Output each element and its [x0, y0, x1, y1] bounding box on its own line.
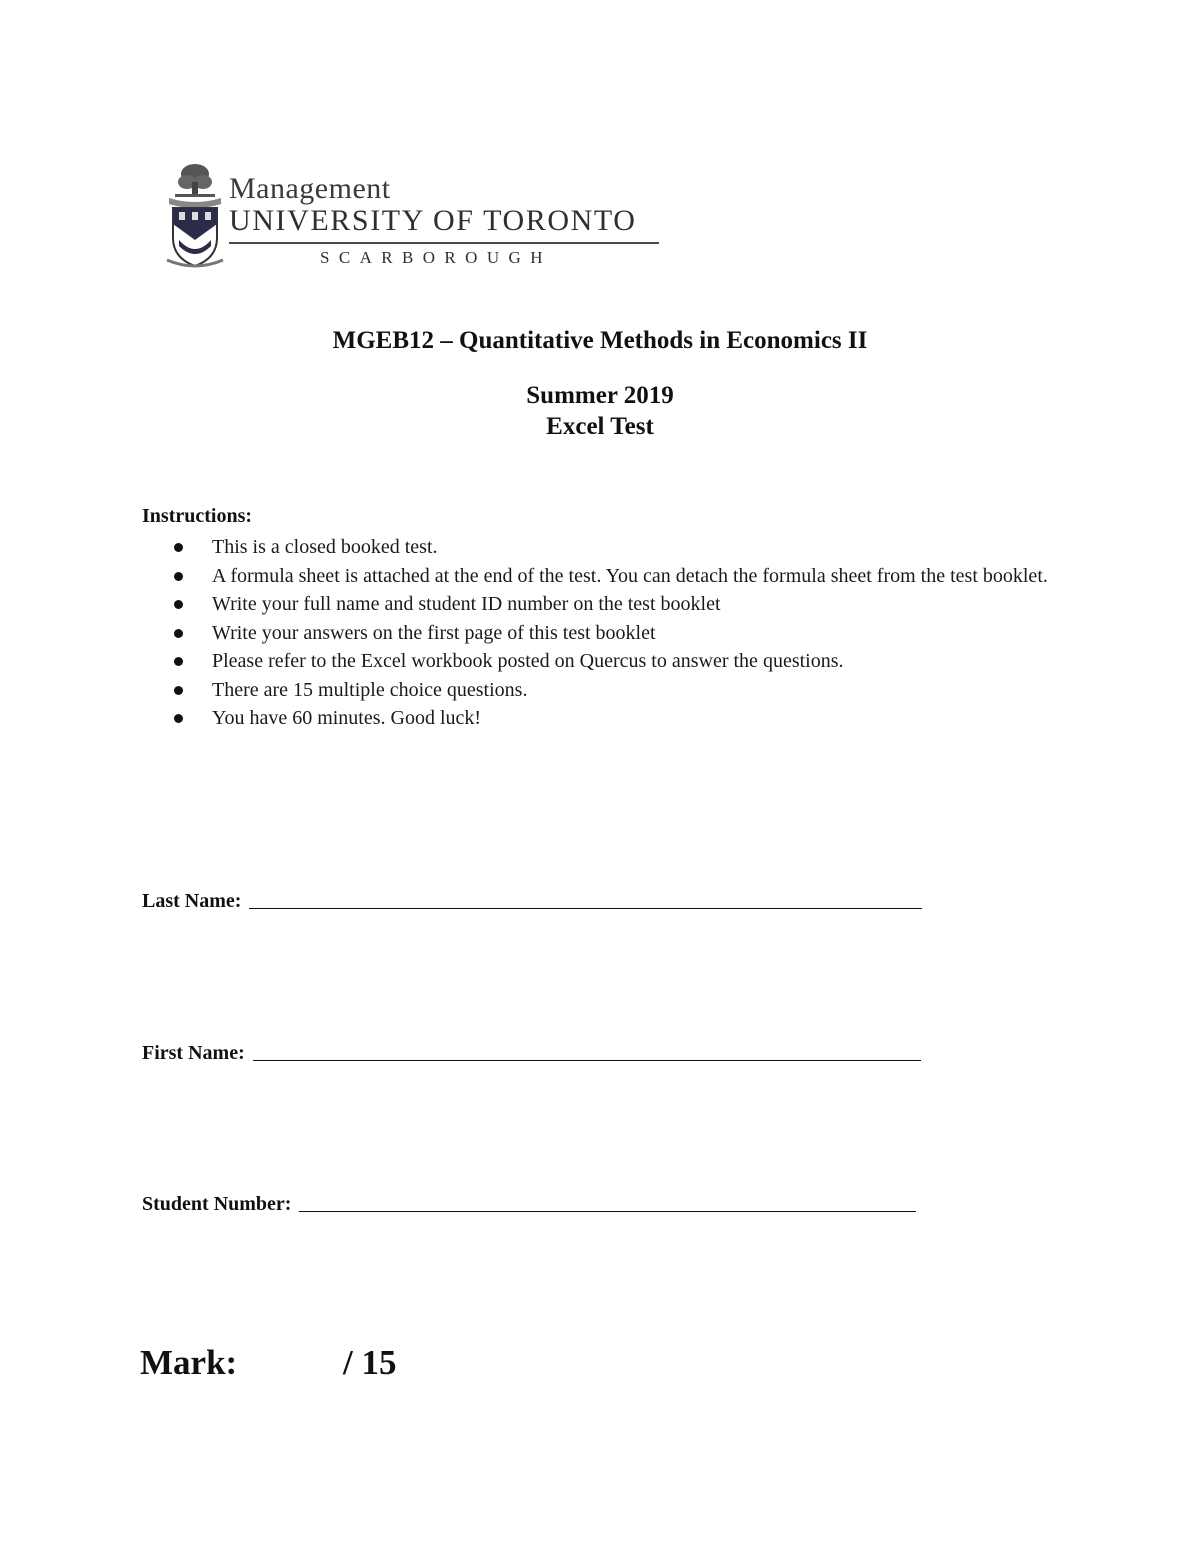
bullet-icon [174, 600, 183, 609]
last-name-label: Last Name: [142, 890, 242, 912]
logo-divider [229, 242, 659, 244]
logo-campus-text: SCARBOROUGH [320, 248, 552, 267]
instruction-item [142, 704, 1062, 733]
instruction-text: A formula sheet is attached at the end of the test. You can detach the formula sheet from the test booklet. [212, 564, 1048, 587]
test-name-heading: Excel Test [546, 413, 654, 440]
last-name-field[interactable] [142, 890, 922, 913]
instruction-item [142, 676, 1062, 705]
mark-total: / 15 [343, 1343, 397, 1382]
bullet-icon [174, 657, 183, 666]
instruction-item [142, 533, 1062, 562]
first-name-label: First Name: [142, 1042, 245, 1064]
logo-management-text: Management [229, 172, 391, 205]
instruction-text: Write your answers on the first page of this test booklet [212, 621, 656, 644]
university-logo [165, 160, 665, 275]
instruction-item [142, 590, 1062, 619]
instruction-item [142, 562, 1062, 591]
instruction-text: You have 60 minutes. Good luck! [212, 707, 482, 729]
course-title: MGEB12 – Quantitative Methods in Economics II [332, 327, 868, 354]
instruction-text: Write your full name and student ID number on the test booklet [212, 593, 721, 615]
term-heading: Summer 2019 [526, 382, 674, 409]
first-name-field[interactable] [142, 1042, 921, 1065]
instruction-item [142, 619, 1062, 648]
bullet-icon [174, 572, 183, 581]
instructions-list [142, 533, 1062, 733]
bullet-icon [174, 629, 183, 638]
student-number-label: Student Number: [142, 1193, 292, 1215]
student-number-field[interactable] [142, 1193, 916, 1216]
bullet-icon [174, 543, 183, 552]
mark-label: Mark: [140, 1343, 238, 1382]
logo-university-text: UNIVERSITY OF TORONTO [229, 204, 637, 237]
last-name-blank[interactable] [249, 890, 922, 909]
instruction-text: Please refer to the Excel workbook posted on Quercus to answer the questions. [212, 650, 844, 672]
instruction-text: There are 15 multiple choice questions. [212, 678, 528, 701]
student-number-blank[interactable] [299, 1193, 916, 1212]
university-crest-icon [165, 160, 225, 272]
first-name-blank[interactable] [253, 1042, 921, 1061]
bullet-icon [174, 686, 183, 695]
instructions-heading: Instructions: [142, 505, 253, 527]
bullet-icon [174, 714, 183, 723]
instruction-item [142, 647, 1062, 676]
instruction-text: This is a closed booked test. [212, 536, 438, 558]
